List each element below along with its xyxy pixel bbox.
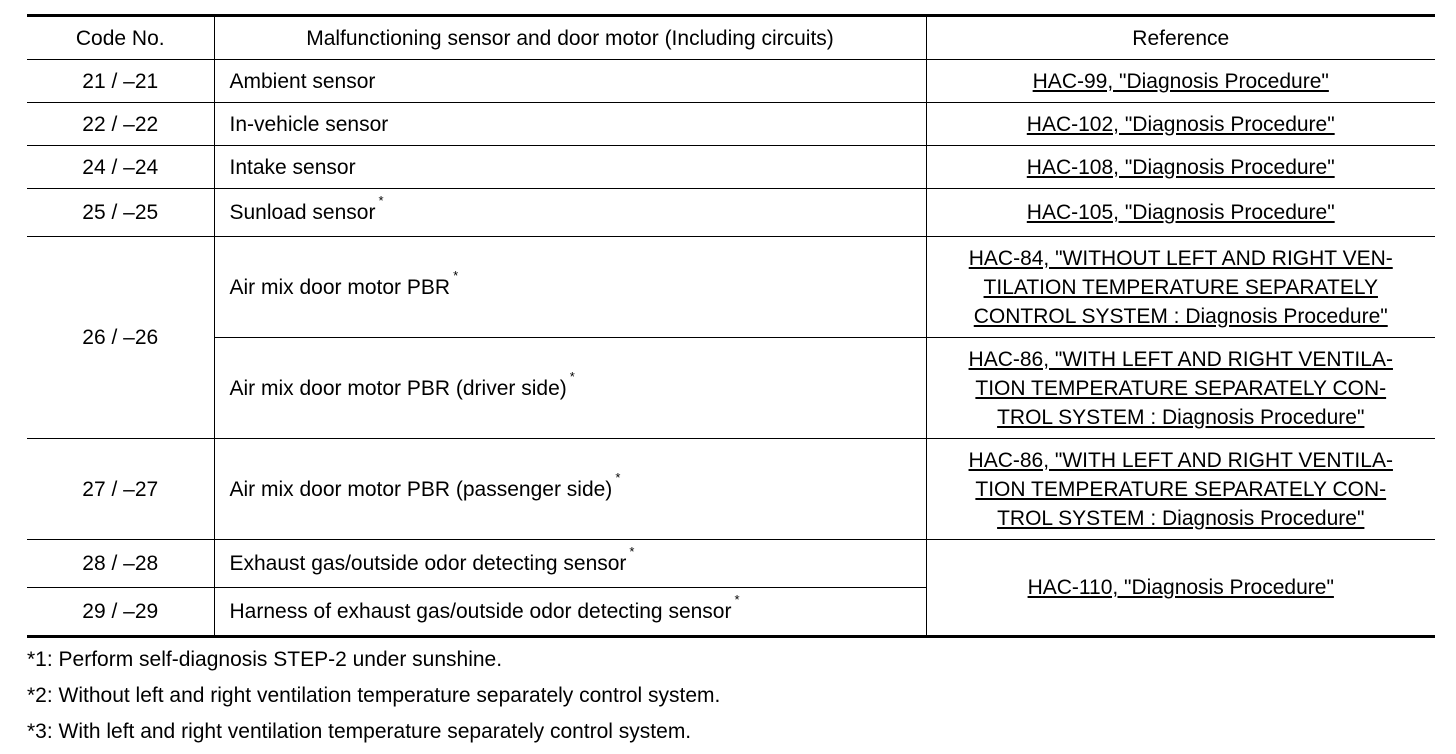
sensor-cell [214,146,926,189]
table-row [27,338,1435,439]
sensor-cell [214,237,926,338]
code-cell: 22 / –22 [27,103,214,146]
sensor-label: Exhaust gas/outside odor detecting sensor [229,552,627,575]
reference-link[interactable]: HAC-86, "WITH LEFT AND RIGHT VENTILA- [968,347,1393,371]
sensor-cell [214,103,926,146]
reference-link[interactable]: HAC-99, "Diagnosis Procedure" [1032,69,1329,93]
footnote-marker: * [378,193,384,208]
footnote-3: *3: With left and right ventilation temperature separately control system. [27,720,692,743]
footnote-marker: * [569,368,575,384]
sensor-label: Sunload sensor [229,201,376,224]
code-cell: 28 / –28 [27,540,214,588]
table-row [27,189,1435,237]
footnotes [27,646,1435,754]
reference-link[interactable]: HAC-110, "Diagnosis Procedure" [1027,576,1334,599]
reference-link[interactable]: HAC-105, "Diagnosis Procedure" [1026,201,1335,224]
footnote-marker: * [629,544,635,559]
reference-cell [926,439,1435,540]
reference-cell [926,146,1435,189]
sensor-label: Air mix door motor PBR (driver side) [229,376,567,400]
reference-link[interactable]: HAC-108, "Diagnosis Procedure" [1026,155,1335,179]
sensor-cell [214,540,926,588]
table-row [27,146,1435,189]
code-cell: 21 / –21 [27,60,214,103]
sensor-label: Intake sensor [229,155,356,179]
code-cell: 29 / –29 [27,588,214,637]
reference-link[interactable]: TION TEMPERATURE SEPARATELY CON- [975,376,1387,400]
reference-cell [926,189,1435,237]
reference-cell [926,540,1435,637]
sensor-label: In-vehicle sensor [229,112,389,136]
reference-link[interactable]: TION TEMPERATURE SEPARATELY CON- [975,477,1387,501]
code-cell: 27 / –27 [27,439,214,540]
code-cell: 24 / –24 [27,146,214,189]
footnote-marker: * [453,267,459,283]
sensor-cell [214,588,926,637]
sensor-cell [214,439,926,540]
dtc-reference-table [27,14,1435,638]
reference-link[interactable]: TROL SYSTEM : Diagnosis Procedure" [997,405,1365,429]
table-row [27,237,1435,338]
header-reference: Reference [926,16,1435,60]
table-row [27,540,1435,588]
reference-link[interactable]: HAC-86, "WITH LEFT AND RIGHT VENTILA- [968,448,1393,472]
table-row [27,60,1435,103]
sensor-label: Harness of exhaust gas/outside odor detecting sensor [229,600,732,623]
header-code-no: Code No. [27,16,214,60]
code-cell: 26 / –26 [27,237,214,439]
reference-link[interactable]: TILATION TEMPERATURE SEPARATELY [983,275,1378,299]
reference-link[interactable]: CONTROL SYSTEM : Diagnosis Procedure" [973,304,1388,328]
header-row [27,16,1435,60]
reference-cell [926,237,1435,338]
reference-link[interactable]: HAC-84, "WITHOUT LEFT AND RIGHT VEN- [968,246,1393,270]
reference-cell [926,103,1435,146]
reference-link[interactable]: TROL SYSTEM : Diagnosis Procedure" [997,506,1365,530]
sensor-cell [214,189,926,237]
sensor-label: Air mix door motor PBR (passenger side) [229,477,613,501]
reference-cell [926,338,1435,439]
table-row [27,103,1435,146]
table-row [27,439,1435,540]
reference-link[interactable]: HAC-102, "Diagnosis Procedure" [1026,112,1335,136]
footnote-2: *2: Without left and right ventilation temperature separately control system. [27,684,721,707]
header-malfunctioning-sensor: Malfunctioning sensor and door motor (Including circuits) [214,16,926,60]
code-cell: 25 / –25 [27,189,214,237]
sensor-cell [214,60,926,103]
footnote-marker: * [734,592,740,607]
sensor-label: Ambient sensor [229,69,376,93]
footnote-1: *1: Perform self-diagnosis STEP-2 under sunshine. [27,648,503,671]
reference-cell [926,60,1435,103]
footnote-marker: * [615,469,621,485]
sensor-cell [214,338,926,439]
sensor-label: Air mix door motor PBR [229,275,451,299]
